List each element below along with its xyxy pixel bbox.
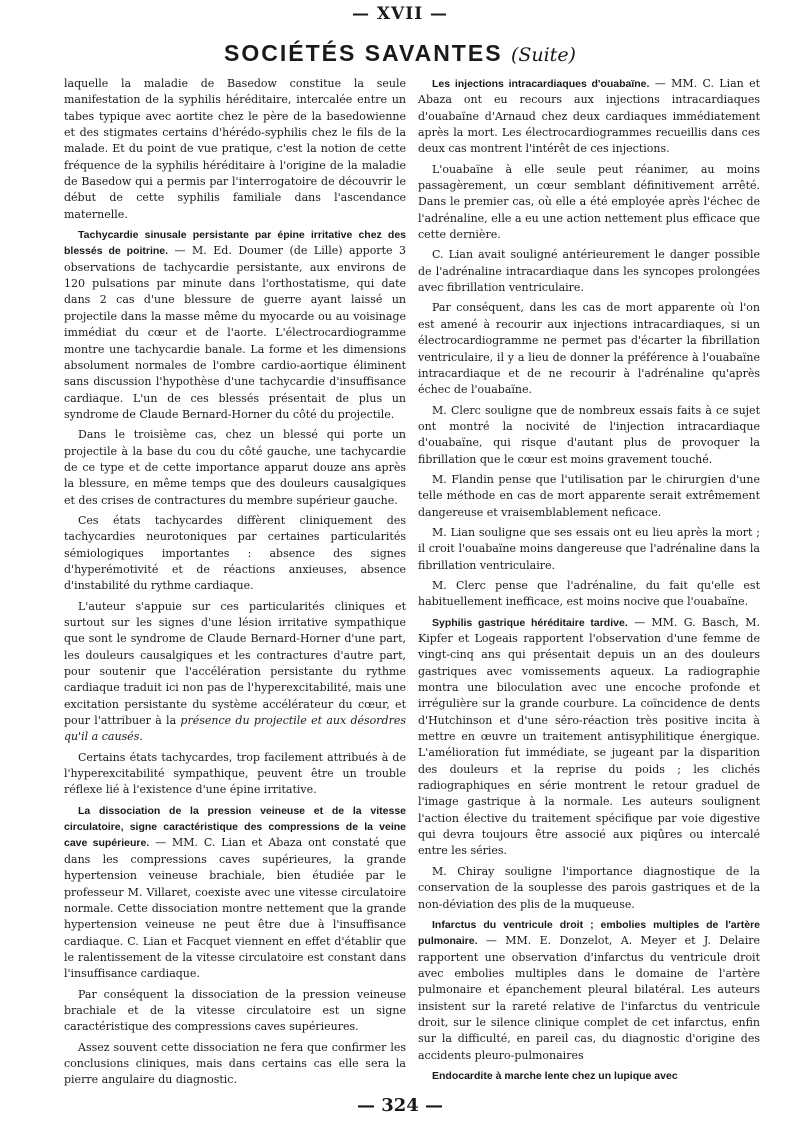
paragraph-tachycardie	[64, 227, 406, 423]
section-title: SOCIÉTÉS SAVANTES	[224, 40, 503, 66]
subsection-title-ouabaine: Les injections intracardiaques d'ouabaïne.	[432, 78, 650, 90]
paragraph-chiray: M. Chiray souligne l'importance diagnostique de la conservation de la souplesse des parois gastriques et de la non-déviation des plis de la muqueuse.	[418, 864, 760, 911]
paragraph-clerc-2: M. Clerc pense que l'adrénaline, du fait qu'elle est habituellement inefficace, est moins nocive que l'ouabaïne.	[418, 578, 760, 609]
paragraph-par-consequent: Par conséquent la dissociation de la pression veineuse brachiale et de la vitesse circulatoire est un signe caractéristique des compressions caves supérieures.	[64, 987, 406, 1034]
paragraph-ouabaine	[418, 76, 760, 158]
paragraph-basedow-continued: laquelle la maladie de Basedow constitue la seule manifestation de la syphilis héréditaire, intercalée entre un tabes typique avec aortite chez le père de la basedowienne et des stigmates certains d'hérédo-syphilis chez le fils de la malade. Et du point de vue pratique, c'est la notion de cette fréquence de la syphilis héréditaire à l'origine de la maladie de Basedow qui a permis par l'interrogatoire de découvrir le début de cette syphilis familiale dans l'ascendance maternelle.	[64, 77, 406, 221]
paragraph-lian-essais: M. Lian souligne que ses essais ont eu lieu après la mort ; il croit l'ouabaïne moins dangereuse que l'adrénaline dans la fibrillation ventriculaire.	[418, 525, 760, 572]
paragraph-auteur	[64, 599, 406, 746]
subsection-title-infarctus: Infarctus du ventricule droit ; embolies multiples de l'artère pulmonaire.	[418, 918, 760, 948]
paragraph-ouabaine-reanimer: L'ouabaïne à elle seule peut réanimer, au moins passagèrement, un cœur semblant définitivement arrêté. Dans le premier cas, où elle a été employée après l'échec de l'adrénaline, elle a eu une action nettement plus efficace que cette dernière.	[418, 162, 760, 242]
page-number: — 324 —	[356, 1095, 444, 1116]
subsection-text-dissociation: — MM. C. Lian et Abaza ont constaté que dans les compressions caves supérieures, la grande hypertension veineuse brachiale, bien étudiée par le professeur M. Villaret, coexiste avec une vitesse circulatoire normale. Cette dissociation montre nettement que la grande hypertension veineuse ne peut être due à l'insuffisance cardiaque. C. Lian et Facquet viennent en effet d'établir que le ralentissement de la vitesse circulatoire est constant dans l'insuffisance cardiaque.	[64, 836, 406, 981]
subsection-title-syphilis: Syphilis gastrique héréditaire tardive.	[432, 616, 628, 629]
paragraph-flandin: M. Flandin pense que l'utilisation par le chirurgien d'une telle méthode en cas de mort apparente serait extrêmement dangereuse et vraisemblablement neficace.	[418, 472, 760, 519]
paragraph-dissociation	[64, 803, 406, 983]
section-header	[0, 40, 800, 67]
paragraph-auteur-text: L'auteur s'appuie sur ces particularités cliniques et surtout sur les signes d'une lésion irritative sympathique que sont le syndrome de Claude Bernard-Horner d'une part, les douleurs causalgiques et les contractures d'autre part, pour soutenir que l'accélération persistante du rythme cardiaque traduit ici non pas de l'hyperexcitabilité, mais une excitation persistante du système accélérateur du cœur, et pour l'attribuer à la	[64, 599, 406, 728]
page-roman-numeral: — XVII —	[351, 4, 449, 24]
subsection-title-dissociation: La dissociation de la pression veineuse et de la vitesse circulatoire, signe caractéristique des compressions de la veine cave supérieure.	[64, 804, 406, 850]
paragraph-endocardite	[418, 1068, 760, 1084]
left-column	[64, 76, 406, 1093]
paragraph-infarctus	[418, 917, 760, 1064]
paragraph-troisieme-cas: Dans le troisième cas, chez un blessé qui porte un projectile à la base du cou du côté gauche, une tachycardie de ce type et de cette importance apparut douze ans après la blessure, en même temps que des douleurs causalgiques et des crises de contractures du membre supérieur gauche.	[64, 428, 406, 507]
subsection-title-endocardite: Endocardite à marche lente chez un lupique avec	[432, 1069, 678, 1082]
paragraph-mort-apparente: Par conséquent, dans les cas de mort apparente où l'on est amené à recourir aux injections intracardiaques, si un électrocardiogramme ne permet pas d'écarter la fibrillation ventriculaire, il y a lieu de donner la préférence à l'ouabaïne intracardiaque et de ne recourir à l'adrénaline qu'après échec de l'ouabaïne.	[418, 301, 760, 397]
paragraph-syphilis-gastrique	[418, 615, 760, 860]
paragraph-clerc-1: M. Clerc souligne que de nombreux essais faits à ce sujet ont montré la nocivité de l'injection intracardiaque d'ouabaïne, qui risque d'autant plus de provoquer la fibrillation que le cœur est moins gravement touché.	[418, 403, 760, 466]
paragraph-lian-danger: C. Lian avait souligné antérieurement le danger possible de l'adrénaline intracardiaque dans les syncopes prolongées avec fibrillation ventriculaire.	[418, 248, 760, 295]
subsection-text-tachycardie: — M. Ed. Doumer (de Lille) apporte 3 observations de tachycardie persistante, aux environs de 120 pulsations par minute dans l'orthostatisme, qui date dans 2 cas d'une blessure de guerre ayant laissé un projectile dans la masse même du myocarde ou au voisinage immédiat du cœur et de l'aorte. L'électrocardiogramme montre une tachycardie banale. La forme et les dimensions absolument normales de l'ombre cardio-aortique éliminent sans discussion l'hypothèse d'une tachycardie d'insuffisance cardiaque. L'un de ces blessés présentait de plus un syndrome de Claude Bernard-Horner du côté du projectile.	[64, 244, 406, 421]
subsection-text-ouabaine: — MM. C. Lian et Abaza ont eu recours aux injections intracardiaques d'ouabaïne d'Arnaud chez deux cardiaques immédiatement après la mort. Les électrocardiogrammes recueillis dans ces deux cas montrent l'intérêt de ces injections.	[418, 77, 761, 156]
right-column	[418, 76, 760, 1088]
paragraph-auteur-italic: présence du projectile et aux désordres qu'il a causés.	[64, 714, 406, 744]
paragraph-certains-etats: Certains états tachycardes, trop facilement attribués à de l'hyperexcitabilité sympathique, peuvent être un trouble réflexe lié à l'existence d'une épine irritative.	[64, 750, 406, 797]
paragraph-etats-tachycardes: Ces états tachycardes diffèrent cliniquement des tachycardies neurotoniques par certaines particularités sémiologiques importantes : absence des signes d'hyperémotivité et de réactions anxieuses, absence d'instabilité du rythme cardiaque.	[64, 513, 406, 593]
section-suite: (Suite)	[510, 44, 576, 66]
subsection-text-syphilis: — MM. G. Basch, M. Kipfer et Logeais rapportent l'observation d'une femme de vingt-cinq ans qui présentait depuis un an des douleurs gastriques avec vomissements aqueux. La radiographie montra une biloculation avec une encoche profonde et irrégulière sur la grande courbure. La coïncidence de dents d'Hutchinson et d'une séro-réaction très positive incita à mettre en œuvre un traitement antisyphilitique énergique. L'amélioration fut immédiate, se jugeant par la disparition des douleurs et la reprise du poids ; les clichés radiographiques en série montrent le retour graduel de l'image gastrique à la normale. Les auteurs soulignent l'action élective du traitement spécifique par voie digestive qui devra toujours être associé aux piqûres ou intercalé entre les séries.	[418, 615, 760, 858]
subsection-title-tachycardie: Tachycardie sinusale persistante par épine irritative chez des blessés de poitrine.	[64, 229, 406, 258]
paragraph-assez-souvent: Assez souvent cette dissociation ne fera que confirmer les conclusions cliniques, mais dans certains cas elle sera la pierre angulaire du diagnostic.	[64, 1040, 406, 1087]
subsection-text-infarctus: — MM. E. Donzelot, A. Meyer et J. Delaire rapportent une observation d'infarctus du ventricule droit avec embolies multiples dans le domaine de l'artère pulmonaire et épanchement pleural bilatéral. Les auteurs insistent sur la rareté relative de l'infarctus du ventricule droit, sur le silence clinique complet de cet infarctus, enfin sur la difficulté, en pareil cas, du diagnostic d'origine des accidents pleuro-pulmonaires	[418, 934, 761, 1062]
